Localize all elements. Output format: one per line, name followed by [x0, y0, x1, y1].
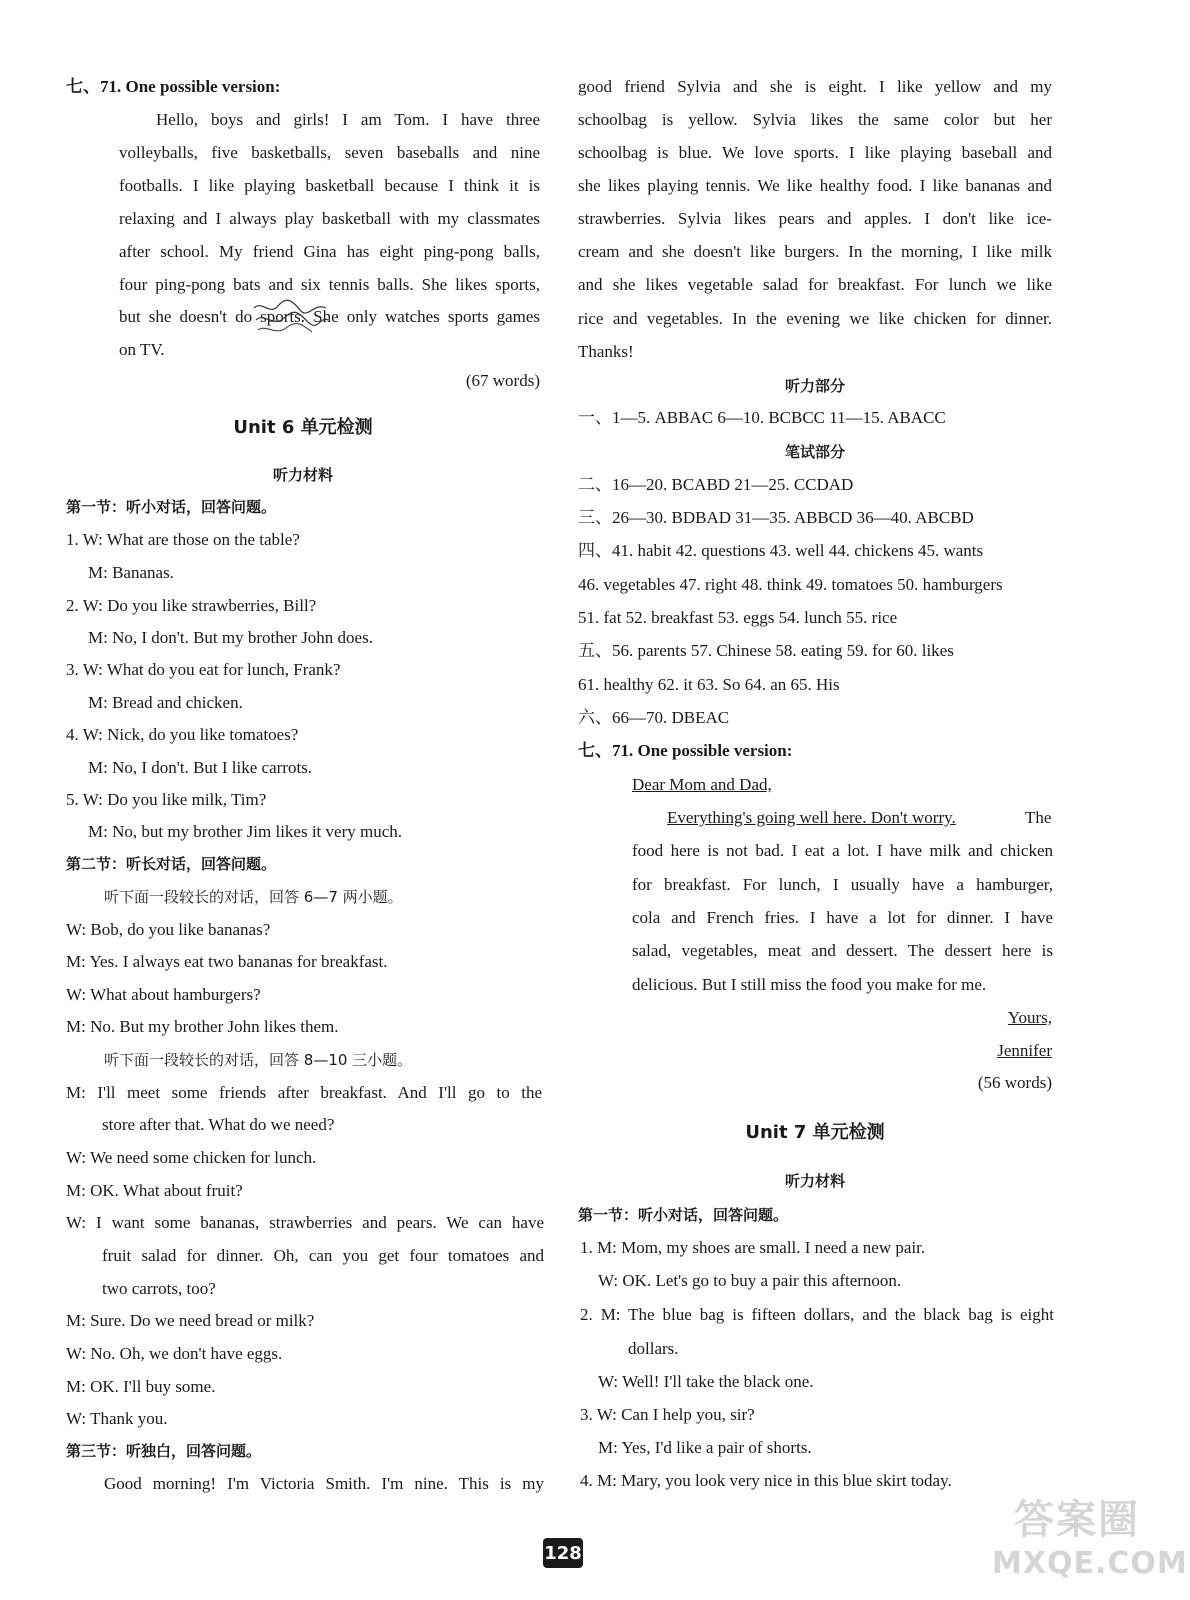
answer-line: 五、56. parents 57. Chinese 58. eating 59. for 60. likes: [578, 641, 954, 660]
section7-label: 七、71. One possible version:: [578, 741, 793, 760]
monologue-line: Good morning! I'm Victoria Smith. I'm nine. This is my: [104, 1474, 544, 1493]
dialogue-line: M: Bread and chicken.: [88, 693, 243, 712]
letter-signature: Jennifer: [997, 1041, 1052, 1060]
dialogue-line: 1. W: What are those on the table?: [66, 530, 300, 549]
unit7-title: Unit 7 单元检测: [745, 1122, 885, 1143]
part1-title: 第一节：听小对话，回答问题。: [578, 1206, 789, 1224]
answer-line: 二、16—20. BCABD 21—25. CCDAD: [578, 475, 854, 494]
answer-line: 51. fat 52. breakfast 53. eggs 54. lunch 55. rice: [578, 608, 898, 627]
word-count: (67 words): [465, 371, 540, 390]
letter-line: delicious. But I still miss the food you make for me.: [632, 975, 987, 994]
watermark-url: MXQE.COM: [992, 1546, 1188, 1581]
answer-line: 六、66—70. DBEAC: [578, 708, 730, 727]
listening-part-title: 听力部分: [784, 377, 845, 395]
part2-intro: 听下面一段较长的对话，回答 8—10 三小题。: [104, 1051, 413, 1069]
dialogue-line: M: No, I don't. But I like carrots.: [88, 758, 313, 777]
monologue-line: schoolbag is blue. We love sports. I like playing baseball and: [578, 143, 1052, 162]
letter-underlined-sentence: Everything's going well here. Don't worry.: [667, 808, 956, 827]
monologue-line: strawberries. Sylvia likes pears and apples. I don't like ice-: [578, 209, 1052, 228]
dialogue-line: 2. M: The blue bag is fifteen dollars, and the black bag is eight: [580, 1305, 1054, 1324]
part3-title: 第三节：听独白，回答问题。: [66, 1442, 262, 1460]
dialogue-line: 4. M: Mary, you look very nice in this blue skirt today.: [580, 1471, 952, 1490]
dialogue-line: M: I'll meet some friends after breakfast. And I'll go to the: [66, 1083, 542, 1102]
dialogue-line: W: I want some bananas, strawberries and pears. We can have: [66, 1213, 544, 1232]
essay-line: but she doesn't do sports. She only watches sports games: [119, 307, 540, 326]
answer-line: 四、41. habit 42. questions 43. well 44. chickens 45. wants: [578, 541, 984, 560]
essay-line: footballs. I like playing basketball because I think it is: [119, 176, 540, 195]
dialogue-line: M: No, but my brother Jim likes it very much.: [88, 822, 402, 841]
letter-line: food here is not bad. I eat a lot. I have milk and chicken: [632, 841, 1053, 860]
answer-line: 一、1—5. ABBAC 6—10. BCBCC 11—15. ABACC: [578, 408, 946, 427]
dialogue-line: 4. W: Nick, do you like tomatoes?: [66, 725, 299, 744]
dialogue-line: 3. W: What do you eat for lunch, Frank?: [66, 660, 341, 679]
letter-closing: Yours,: [1007, 1008, 1052, 1027]
watermark: [992, 1488, 1188, 1588]
letter-first-line-end: The: [1025, 808, 1052, 827]
dialogue-line: M: Sure. Do we need bread or milk?: [66, 1311, 315, 1330]
monologue-line: Thanks!: [578, 342, 634, 361]
monologue-line: and she likes vegetable salad for breakfast. For lunch we like: [578, 275, 1052, 294]
listening-material-title: 听力材料: [784, 1172, 845, 1190]
letter-line: cola and French fries. I have a lot for dinner. I have: [632, 908, 1053, 927]
letter-first-line: [667, 808, 1052, 828]
part2-title: 第二节：听长对话，回答问题。: [66, 855, 277, 873]
essay-line: volleyballs, five basketballs, seven baseballs and nine: [119, 143, 540, 162]
dialogue-line: 5. W: Do you like milk, Tim?: [66, 790, 267, 809]
essay-line: relaxing and I always play basketball with my classmates: [119, 209, 540, 228]
letter-line: salad, vegetables, meat and dessert. The dessert here is: [632, 941, 1053, 960]
writing-part-title: 笔试部分: [784, 443, 845, 461]
unit6-title: Unit 6 单元检测: [233, 417, 373, 438]
dialogue-line: two carrots, too?: [102, 1279, 216, 1298]
dialogue-line: W: OK. Let's go to buy a pair this afternoon.: [598, 1271, 902, 1290]
dialogue-line: W: No. Oh, we don't have eggs.: [66, 1344, 283, 1363]
dialogue-line: store after that. What do we need?: [102, 1115, 335, 1134]
letter-greeting: Dear Mom and Dad,: [632, 775, 772, 794]
answer-line: 61. healthy 62. it 63. So 64. an 65. His: [578, 675, 840, 694]
dialogue-line: W: Bob, do you like bananas?: [66, 920, 271, 939]
dialogue-line: fruit salad for dinner. Oh, can you get four tomatoes and: [102, 1246, 544, 1265]
dialogue-line: M: No. But my brother John likes them.: [66, 1017, 339, 1036]
part1-title: 第一节：听小对话，回答问题。: [66, 498, 277, 516]
dialogue-line: M: OK. What about fruit?: [66, 1181, 243, 1200]
dialogue-line: W: Thank you.: [66, 1409, 168, 1428]
dialogue-line: M: Yes. I always eat two bananas for breakfast.: [66, 952, 388, 971]
listening-material-title: 听力材料: [272, 466, 333, 484]
dialogue-line: M: Yes, I'd like a pair of shorts.: [598, 1438, 812, 1457]
page-number: 128: [543, 1538, 583, 1568]
watermark-text: 答案圈: [1014, 1497, 1140, 1543]
dialogue-line: 3. W: Can I help you, sir?: [580, 1405, 755, 1424]
essay-line: after school. My friend Gina has eight ping-pong balls,: [119, 242, 540, 261]
word-count: (56 words): [977, 1073, 1052, 1092]
part2-intro: 听下面一段较长的对话，回答 6—7 两小题。: [104, 888, 403, 906]
dialogue-line: 1. M: Mom, my shoes are small. I need a new pair.: [580, 1238, 926, 1257]
dialogue-line: M: No, I don't. But my brother John does.: [88, 628, 373, 647]
dialogue-line: M: Bananas.: [88, 563, 174, 582]
monologue-line: rice and vegetables. In the evening we like chicken for dinner.: [578, 309, 1052, 328]
dialogue-line: W: What about hamburgers?: [66, 985, 261, 1004]
dialogue-line: dollars.: [628, 1339, 679, 1358]
monologue-line: she likes playing tennis. We like healthy food. I like bananas and: [578, 176, 1052, 195]
dialogue-line: W: Well! I'll take the black one.: [598, 1372, 814, 1391]
monologue-line: schoolbag is yellow. Sylvia likes the same color but her: [578, 110, 1052, 129]
essay-line: four ping-pong bats and six tennis balls. She likes sports,: [119, 275, 540, 294]
dialogue-line: W: We need some chicken for lunch.: [66, 1148, 317, 1167]
dialogue-line: 2. W: Do you like strawberries, Bill?: [66, 596, 317, 615]
section7-label: 七、71. One possible version:: [66, 77, 281, 96]
essay-line: Hello, boys and girls! I am Tom. I have three: [156, 110, 540, 129]
essay-line: on TV.: [119, 340, 165, 359]
monologue-line: good friend Sylvia and she is eight. I like yellow and my: [578, 77, 1052, 96]
dialogue-line: M: OK. I'll buy some.: [66, 1377, 216, 1396]
answer-line: 46. vegetables 47. right 48. think 49. tomatoes 50. hamburgers: [578, 575, 1003, 594]
answer-line: 三、26—30. BDBAD 31—35. ABBCD 36—40. ABCBD: [578, 508, 974, 527]
letter-line: for breakfast. For lunch, I usually have a hamburger,: [632, 875, 1053, 894]
handwriting-scribble: [252, 298, 332, 338]
monologue-line: cream and she doesn't like burgers. In the morning, I like milk: [578, 242, 1052, 261]
